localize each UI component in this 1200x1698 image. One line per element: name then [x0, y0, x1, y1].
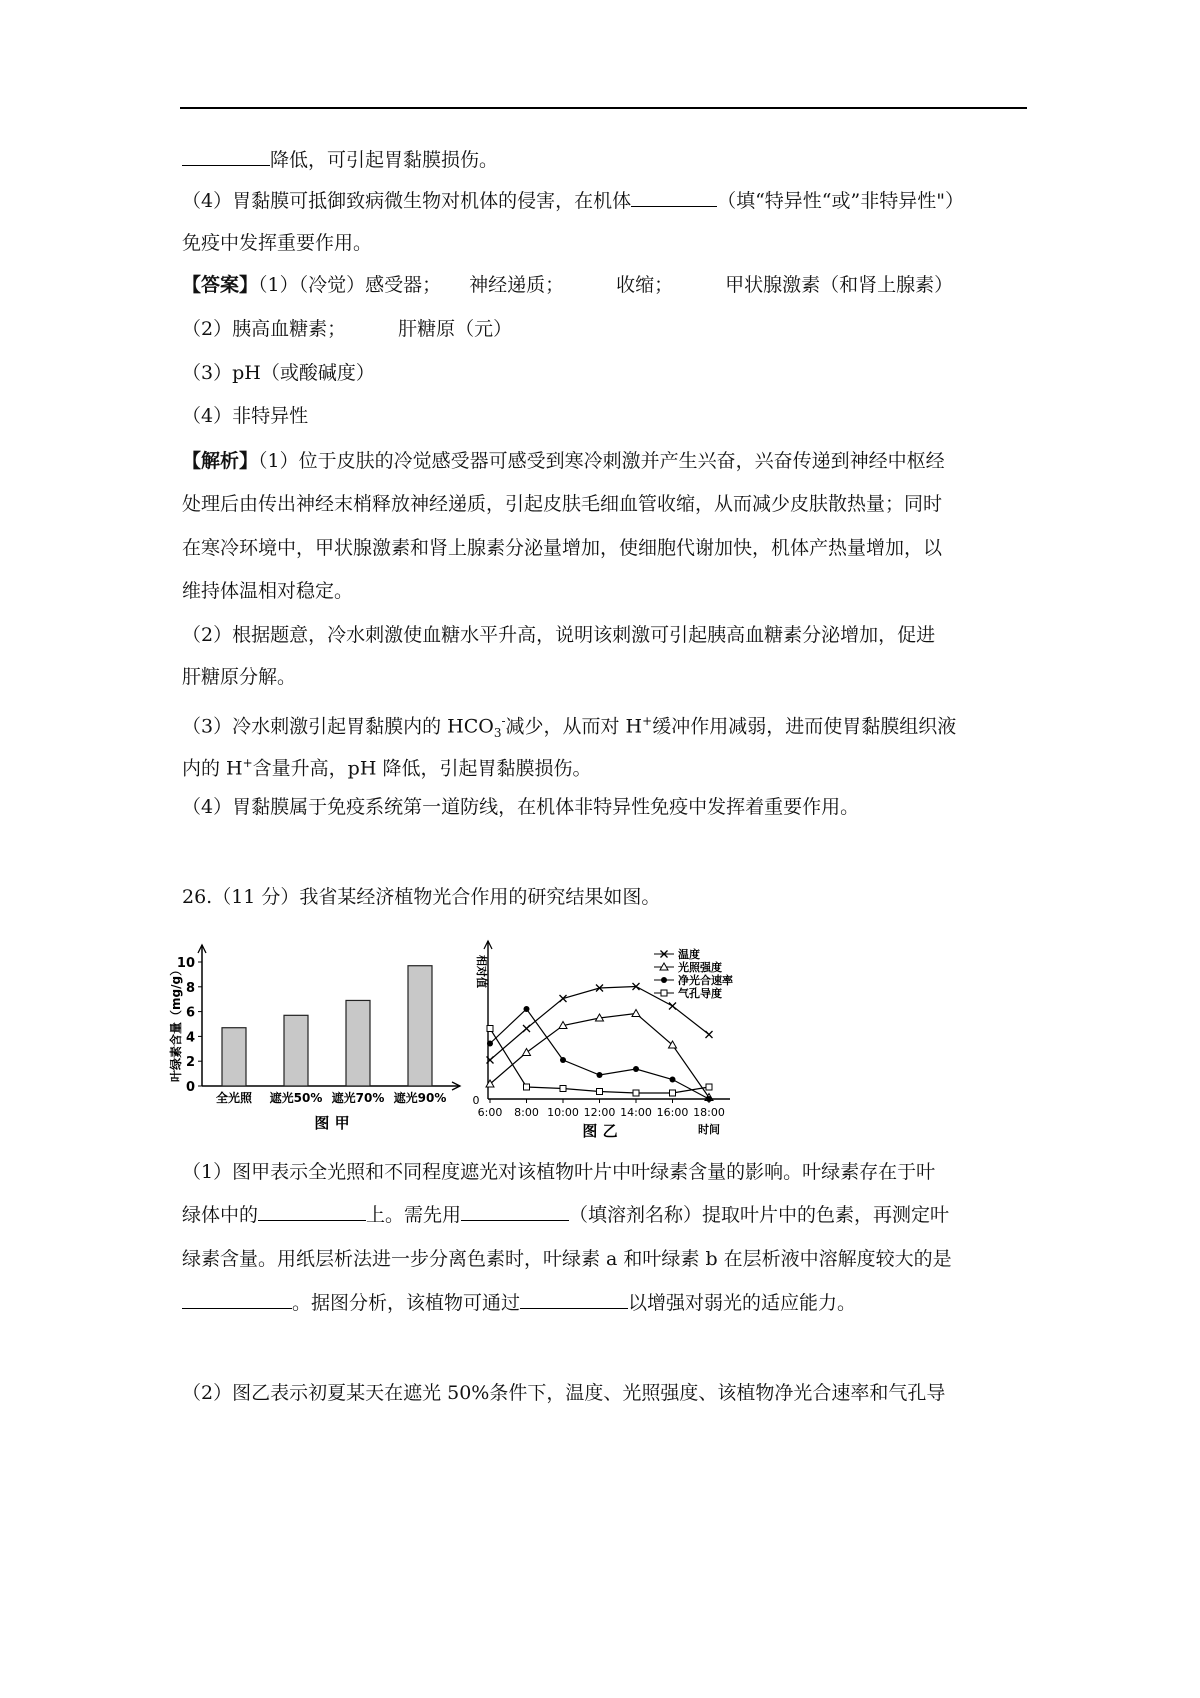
legend-label: 净光合速率 — [678, 974, 733, 987]
series-line — [490, 987, 709, 1061]
line-text: 减少，从而对 H — [505, 715, 643, 738]
x-tick-label: 14:00 — [620, 1106, 652, 1119]
line-text: 含量升高，pH 降低，引起胃黏膜损伤。 — [252, 757, 592, 780]
line-text: 在寒冷环境中，甲状腺激素和肾上腺素分泌量增加，使细胞代谢加快，机体产热量增加，以 — [182, 537, 943, 559]
dot-marker — [524, 1006, 530, 1012]
y-axis-label: 相对值 — [475, 955, 488, 988]
text-line-3 — [182, 230, 372, 256]
legend-label: 气孔导度 — [678, 987, 722, 1000]
superscript: + — [242, 756, 253, 770]
line-text: （2）根据题意，冷水刺激使血糖水平升高，说明该刺激可引起胰高血糖素分泌增加，促进 — [182, 624, 936, 646]
dot-marker — [661, 977, 667, 983]
triangle-marker — [523, 1049, 531, 1056]
text-line-21 — [182, 1380, 945, 1406]
x-tick-label: 遮光50% — [269, 1091, 323, 1105]
analysis-label: 【解析】 — [182, 450, 259, 472]
line-text: 缓冲作用减弱，进而使胃黏膜组织液 — [652, 715, 957, 738]
x-tick-label: 10:00 — [547, 1106, 579, 1119]
line-text: （1）图甲表示全光照和不同程度遮光对该植物叶片中叶绿素含量的影响。叶绿素存在于叶 — [182, 1161, 936, 1183]
x-tick-label: 12:00 — [583, 1106, 616, 1119]
text-line-10 — [182, 535, 942, 561]
answer-part: 收缩； — [616, 274, 674, 296]
line-tail-2: （填溶剂名称）提取叶片中的色素，再测定叶 — [569, 1204, 950, 1226]
text-line-17 — [182, 1159, 935, 1185]
y-axis-label: 叶绿素含量（mg/g） — [169, 963, 183, 1082]
line-text: 免疫中发挥重要作用。 — [182, 232, 373, 254]
text-line-16 — [182, 794, 859, 820]
y-tick-label: 6 — [185, 1005, 195, 1021]
text-line-9 — [182, 491, 942, 517]
line-text: （2）胰高血糖素； — [182, 318, 347, 340]
fill-blank — [182, 147, 270, 166]
legend — [654, 947, 733, 1000]
dot-marker — [670, 1077, 676, 1083]
triangle-marker — [632, 1010, 640, 1017]
x-tick-label: 全光照 — [215, 1091, 253, 1105]
line-text-2: 肝糖原（元） — [398, 318, 513, 340]
chart-title: 图 乙 — [582, 1122, 618, 1140]
x-tick-label: 18:00 — [693, 1106, 725, 1119]
line-text: （4）胃黏膜属于免疫系统第一道防线，在机体非特异性免疫中发挥着重要作用。 — [182, 796, 860, 818]
square-marker — [706, 1084, 712, 1090]
line-tail-2: 以增强对弱光的适应能力。 — [628, 1292, 857, 1314]
line-tail: 上。需先用 — [366, 1204, 462, 1226]
square-marker — [661, 990, 667, 996]
fill-blank — [258, 1202, 366, 1221]
dot-marker — [597, 1072, 603, 1078]
dot-marker — [633, 1066, 639, 1072]
series-square — [487, 1026, 712, 1097]
line-chart — [468, 935, 808, 1180]
text-line-6 — [182, 360, 375, 386]
dot-marker — [560, 1057, 566, 1063]
square-marker — [670, 1090, 676, 1096]
chart-title: 图 甲 — [314, 1114, 350, 1132]
origin-label: 0 — [472, 1094, 480, 1107]
line-text: （2）图乙表示初夏某天在遮光 50%条件下，温度、光照强度、该植物净光合速率和气孔导 — [182, 1382, 946, 1404]
y-tick-label: 0 — [185, 1080, 195, 1095]
text-line-11 — [182, 578, 353, 604]
x-tick-label: 6:00 — [477, 1106, 503, 1119]
bar — [346, 1000, 370, 1086]
answer-part: 神经递质； — [469, 274, 565, 296]
series-line — [490, 1029, 709, 1094]
square-marker — [560, 1086, 566, 1092]
square-marker — [633, 1090, 639, 1096]
fill-blank — [631, 188, 717, 207]
x-marker — [560, 995, 567, 1002]
fill-blank — [182, 1290, 292, 1309]
y-tick-label: 2 — [185, 1055, 195, 1071]
line-text: 降低，可引起胃黏膜损伤。 — [270, 149, 499, 171]
line-text: 处理后由传出神经末梢释放神经递质，引起皮肤毛细血管收缩，从而减少皮肤散热量；同时 — [182, 493, 943, 515]
line-text: （4）胃黏膜可抵御致病微生物对机体的侵害，在机体 — [182, 190, 632, 212]
x-axis-label: 时间 — [698, 1123, 720, 1136]
header-rule — [180, 107, 1027, 109]
text-line-1 — [182, 147, 498, 173]
subscript: 3 — [493, 726, 502, 741]
line-text: 肝糖原分解。 — [182, 666, 297, 688]
answer-line — [182, 272, 953, 298]
fill-blank — [520, 1290, 628, 1309]
text-line-14 — [182, 708, 956, 746]
legend-label: 光照强度 — [678, 961, 722, 974]
x-marker — [523, 1025, 530, 1032]
line-text: （1）位于皮肤的冷觉感受器可感受到寒冷刺激并产生兴奋，兴奋传递到神经中枢经 — [258, 450, 945, 472]
text-line-15 — [182, 750, 591, 781]
text-line-2 — [182, 188, 964, 214]
y-tick-label: 8 — [185, 980, 195, 996]
line-text: 内的 H — [182, 757, 243, 780]
square-marker — [524, 1084, 530, 1090]
line-text: 维持体温相对稳定。 — [182, 580, 354, 602]
x-tick-label: 16:00 — [656, 1106, 689, 1119]
text-line-7 — [182, 403, 308, 429]
x-tick-label: 遮光90% — [393, 1091, 447, 1105]
line-text: （3）pH（或酸碱度） — [182, 362, 375, 384]
answer-part: 甲状腺激素（和肾上腺素） — [725, 274, 954, 296]
question-26 — [182, 884, 660, 910]
figure-jia — [160, 935, 470, 1179]
x-tick-label: 遮光70% — [331, 1091, 385, 1105]
text-line-20 — [182, 1290, 856, 1316]
line-text: （4）非特异性 — [182, 405, 309, 427]
bar-chart — [160, 935, 470, 1175]
answer-label: 【答案】 — [182, 274, 259, 296]
y-tick-label: 10 — [176, 956, 195, 971]
text-line-13 — [182, 664, 296, 690]
x-marker — [669, 1003, 676, 1010]
dot-marker — [706, 1096, 712, 1102]
text-line-18 — [182, 1202, 949, 1228]
fill-blank — [461, 1202, 569, 1221]
text-line-19 — [182, 1246, 952, 1272]
answer-part: （1）（冷觉）感受器； — [258, 274, 442, 296]
x-tick-label: 8:00 — [514, 1106, 539, 1119]
square-marker — [487, 1026, 493, 1032]
text-line-12 — [182, 622, 935, 648]
text-line-5 — [182, 316, 512, 342]
line-text: 绿素含量。用纸层析法进一步分离色素时，叶绿素 a 和叶绿素 b 在层析液中溶解度较大的是 — [182, 1248, 952, 1270]
line-text: （3）冷水刺激引起胃黏膜内的 HCO — [182, 715, 494, 738]
x-marker — [706, 1031, 713, 1038]
line-tail: （填“特异性“或”非特异性"） — [717, 190, 964, 212]
square-marker — [597, 1089, 603, 1095]
analysis-line — [182, 448, 945, 474]
bar — [222, 1028, 246, 1086]
line-text: 绿体中的 — [182, 1204, 259, 1226]
y-tick-label: 4 — [185, 1030, 195, 1046]
superscript: + — [642, 714, 653, 728]
bar — [408, 966, 432, 1086]
legend-label: 温度 — [678, 948, 700, 961]
bar — [284, 1015, 308, 1086]
series-triangle — [486, 1010, 713, 1101]
figure-yi — [468, 935, 808, 1184]
dot-marker — [487, 1041, 493, 1047]
line-text: 。据图分析，该植物可通过 — [292, 1292, 521, 1314]
superscript: - — [501, 714, 506, 728]
line-text: 26.（11 分）我省某经济植物光合作用的研究结果如图。 — [182, 886, 661, 908]
